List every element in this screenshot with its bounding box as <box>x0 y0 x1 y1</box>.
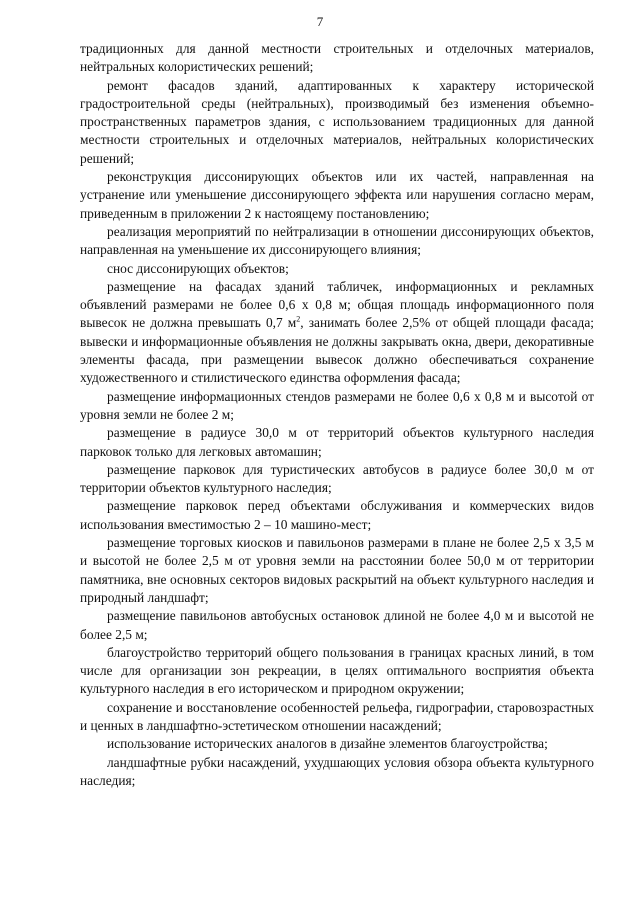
signage-text-before: размещение на фасадах зданий табличек, информационных и рекламных объявлений размерами не более 0,6 x 0,8 м; общая площадь информационного поля вывесок не должна превышать 0,7 м <box>80 278 594 331</box>
paragraph-relief-preservation: сохранение и восстановление особенностей рельефа, гидрографии, старовозрастных и ценных в ландшафтно-эстетическом отношении насаждений; <box>80 699 594 733</box>
superscript-squared: 2 <box>296 314 301 324</box>
paragraph-facade-repair: ремонт фасадов зданий, адаптированных к характеру исторической градостроительной среды (нейтральных), производимый без изменения объемно-пространственных параметров здания, с использованием традиционных для данной местности строительных и отделочных материалов, нейтральных колористических решений; <box>80 77 594 166</box>
paragraph-kiosks: размещение торговых киосков и павильонов размерами в плане не более 2,5 x 3,5 м и высотой не более 2,5 м от уровня земли на расстоянии более 50,0 м от территории памятника, вне основных секторов видовых раскрытий на объект культурного наследия и природный ландшафт; <box>80 535 594 605</box>
paragraph-bus-stops: размещение павильонов автобусных остановок длиной не более 4,0 м и высотой не более 2,5 м; <box>80 608 594 642</box>
paragraph-neutralization: реализация мероприятий по нейтрализации в отношении диссонирующих объектов, направленная на уменьшение их диссонирующего влияния; <box>80 223 594 258</box>
document-body <box>80 40 594 790</box>
page-number: 7 <box>316 14 324 29</box>
paragraph-continuation: традиционных для данной местности строительных и отделочных материалов, нейтральных колористических решений; <box>80 41 594 75</box>
paragraph-bus-parking: размещение парковок для туристических автобусов в радиусе более 30,0 м от территории объектов культурного наследия; <box>80 461 594 496</box>
paragraph-signage <box>80 278 594 388</box>
paragraph-demolition: снос диссонирующих объектов; <box>107 260 289 276</box>
paragraph-info-stands: размещение информационных стендов размерами не более 0,6 x 0,8 м и высотой от уровня земли не более 2 м; <box>80 388 594 422</box>
paragraph-landscape-felling: ландшафтные рубки насаждений, ухудшающих условия обзора объекта культурного наследия; <box>80 754 594 788</box>
paragraph-car-parking: размещение в радиусе 30,0 м от территорий объектов культурного наследия парковок только для легковых автомашин; <box>80 425 594 459</box>
paragraph-landscaping: благоустройство территорий общего пользования в границах красных линий, в том числе для организации зон рекреации, в целях оптимального восприятия объекта культурного наследия в его историческом и природном окружении; <box>80 644 594 697</box>
paragraph-reconstruction: реконструкция диссонирующих объектов или их частей, направленная на устранение или уменьшение диссонирующего эффекта или нарушения согласно мерам, приведенным в приложении 2 к настоящему постановлению; <box>80 169 594 221</box>
signage-text-after: , занимать более 2,5% от общей площади фасада; вывески и информационные объявления не должны закрывать окна, двери, декоративные элементы фасада, при размещении вывесок должно обеспечиваться сохранение художественного и стилистического единства оформления фасада; <box>80 315 594 386</box>
paragraph-service-parking: размещение парковок перед объектами обслуживания и коммерческих видов использования вместимостью 2 – 10 машино-мест; <box>80 498 594 532</box>
paragraph-historical-analogs: использование исторических аналогов в дизайне элементов благоустройства; <box>107 736 548 752</box>
